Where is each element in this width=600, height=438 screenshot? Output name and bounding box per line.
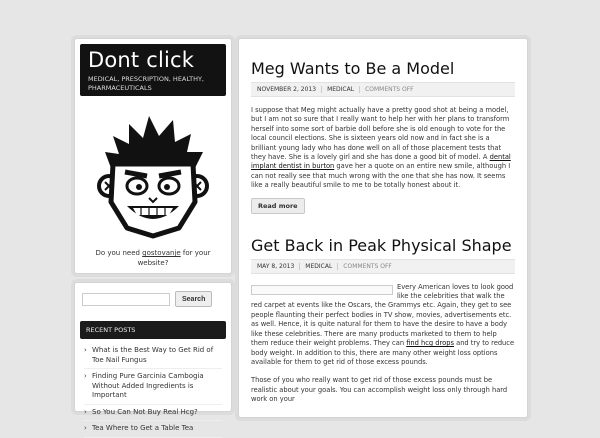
- post-excerpt-2: Those of you who really want to get rid of those excess pounds must be realistic about your goals. You can accomplish weight loss only through hard work on your: [251, 376, 508, 404]
- mascot-logo: [83, 102, 223, 246]
- post-thumbnail: [251, 285, 393, 295]
- search-widget: [74, 282, 232, 432]
- main-content: [238, 38, 528, 418]
- post-meta: [251, 259, 515, 274]
- post-category[interactable]: MEDICAL: [300, 263, 338, 270]
- chevron-right-icon: ›: [84, 424, 87, 432]
- recent-post-link[interactable]: Finding Pure Garcinia Cambogia Without Added Ingredients is Important: [92, 372, 204, 399]
- post-excerpt: [251, 283, 515, 368]
- site-header: [80, 44, 226, 96]
- search-form: [80, 288, 226, 307]
- read-more-button[interactable]: Read more: [251, 198, 305, 214]
- recent-post-link[interactable]: What is the Best Way to Get Rid of Toe Nail Fungus: [92, 346, 214, 364]
- excerpt-text: Every American loves to look good like the celebrities that walk the red carpet at events like the Oscars, the Grammys etc. Again, they get to see people flaunting their perfect bodies in TV show, movies, advertisements etc. as well. Hence, it is quite natural for them to have the desire to have a body like these celebrities. There are many products marketed to them to help them reduce their weight problems. They can: [251, 282, 514, 348]
- chevron-right-icon: ›: [84, 346, 87, 354]
- excerpt-link[interactable]: find hcg drops: [406, 339, 454, 348]
- recent-post-item[interactable]: [84, 421, 222, 438]
- credit-link[interactable]: gostovanje: [142, 249, 181, 257]
- recent-post-link[interactable]: Tea Where to Get a Table Tea: [92, 424, 194, 432]
- credit-text: [80, 248, 226, 268]
- recent-post-item[interactable]: [84, 369, 222, 405]
- search-button[interactable]: Search: [175, 291, 212, 307]
- search-input[interactable]: [82, 293, 170, 306]
- sidebar: [74, 38, 232, 432]
- site-title[interactable]: Dont click: [88, 48, 195, 72]
- recent-posts-list: [80, 339, 226, 438]
- post-category[interactable]: MEDICAL: [322, 86, 360, 93]
- chevron-right-icon: ›: [84, 407, 87, 416]
- post-article: [251, 236, 515, 405]
- post-title[interactable]: Get Back in Peak Physical Shape: [251, 235, 512, 255]
- excerpt-link[interactable]: dental implant dentist in burton: [251, 153, 511, 171]
- recent-post-item[interactable]: [84, 343, 222, 369]
- post-title[interactable]: Meg Wants to Be a Model: [251, 59, 455, 78]
- chevron-right-icon: ›: [84, 372, 87, 380]
- excerpt-text: and try to reduce body weight. In addition to this, there are many other weight loss options available for them to get rid of those excess pounds.: [251, 339, 515, 366]
- post-comments: COMMENTS OFF: [365, 86, 414, 93]
- recent-post-item[interactable]: [84, 405, 222, 422]
- credit-suffix: for your website?: [137, 249, 211, 267]
- recent-post-link[interactable]: So You Can Not Buy Real Hcg?: [92, 407, 198, 416]
- post-date: MAY 8, 2013: [257, 263, 300, 270]
- post-date: NOVEMBER 2, 2013: [257, 86, 322, 93]
- excerpt-text: gave her a quote on an entire new smile, although I can not really see that much wrong with the one that she has now. It seems like a really beautiful smile to me to be totally honest about it.: [251, 162, 511, 190]
- post-comments: COMMENTS OFF: [343, 262, 392, 270]
- post-meta: [251, 82, 515, 97]
- site-tagline: MEDICAL, PRESCRIPTION, HEALTHY, PHARMACEUTICALS: [88, 75, 204, 92]
- recent-posts-heading: RECENT POSTS: [80, 321, 226, 339]
- credit-prefix: Do you need: [95, 249, 143, 257]
- branding-widget: [74, 38, 232, 274]
- post-excerpt: [251, 106, 515, 191]
- post-article: [251, 59, 515, 214]
- excerpt-text: I suppose that Meg might actually have a pretty good shot at being a model, but I am not so sure that I really want to help her with her plans to transform herself into some sort of barbie doll before she is old enough to vote for the local council elections. She is sixteen years old now and in fact she is a brilliant young lady who has done well on all of those placement tests that they have. She is a lovely girl and she has done a good bit of model. A: [251, 106, 510, 162]
